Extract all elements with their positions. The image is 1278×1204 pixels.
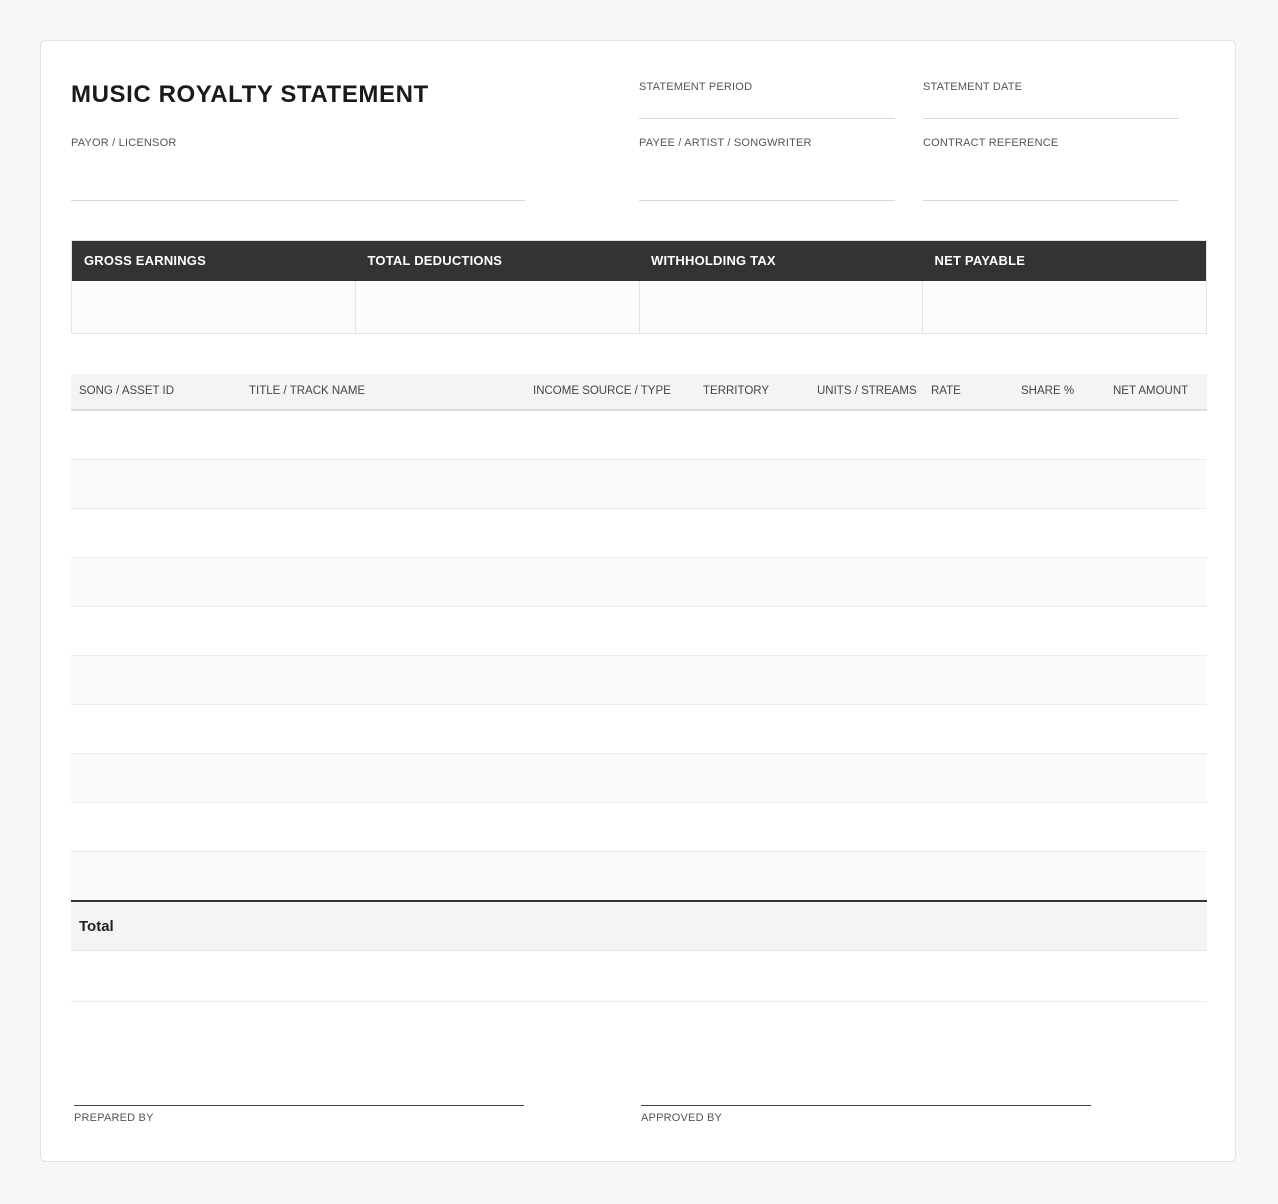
payor-field[interactable] [71, 200, 525, 201]
payee-field[interactable] [639, 200, 895, 201]
withholding-tax-heading: WITHHOLDING TAX [651, 253, 776, 268]
payor-label: PAYOR / LICENSOR [71, 137, 177, 149]
column-header-rate: RATE [931, 385, 961, 397]
total-deductions-heading: TOTAL DEDUCTIONS [367, 253, 503, 268]
withholding-tax-value[interactable] [639, 281, 923, 333]
column-header-share: SHARE % [1021, 385, 1075, 397]
table-row[interactable] [71, 803, 1207, 852]
net-payable-value[interactable] [922, 281, 1206, 333]
contract-reference-label: CONTRACT REFERENCE [923, 137, 1059, 149]
royalty-line-items-table [71, 374, 1207, 1002]
blank-row[interactable] [71, 951, 1207, 1002]
column-header-territory: TERRITORY [703, 385, 770, 397]
summary-header [72, 241, 1206, 281]
statement-date-label: STATEMENT DATE [923, 81, 1023, 93]
column-header-units-streams: UNITS / STREAMS [817, 385, 917, 397]
payee-label: PAYEE / ARTIST / SONGWRITER [639, 137, 812, 149]
total-label: Total [79, 918, 114, 935]
total-deductions-value[interactable] [355, 281, 639, 333]
statement-period-label: STATEMENT PERIOD [639, 81, 753, 93]
table-body [71, 411, 1207, 902]
statement-title: MUSIC ROYALTY STATEMENT [71, 81, 429, 108]
approved-by-label: APPROVED BY [641, 1112, 723, 1124]
summary-box [71, 240, 1207, 334]
total-row [71, 902, 1207, 951]
prepared-by-label: PREPARED BY [74, 1112, 154, 1124]
prepared-by-signature-line[interactable] [74, 1105, 524, 1106]
table-header [71, 374, 1207, 411]
table-row[interactable] [71, 852, 1207, 902]
column-header-song-asset-id: SONG / ASSET ID [79, 385, 175, 397]
net-payable-heading: NET PAYABLE [934, 253, 1026, 268]
summary-values [72, 281, 1206, 333]
table-row[interactable] [71, 754, 1207, 803]
gross-earnings-heading: GROSS EARNINGS [84, 253, 206, 268]
contract-reference-field[interactable] [923, 200, 1179, 201]
table-row[interactable] [71, 705, 1207, 754]
column-header-net-amount: NET AMOUNT [1113, 385, 1189, 397]
table-row[interactable] [71, 607, 1207, 656]
table-row[interactable] [71, 460, 1207, 509]
gross-earnings-value[interactable] [72, 281, 355, 333]
table-row[interactable] [71, 411, 1207, 460]
statement-date-field[interactable] [923, 118, 1179, 119]
column-header-income-source: INCOME SOURCE / TYPE [533, 385, 671, 397]
column-header-title: TITLE / TRACK NAME [249, 385, 366, 397]
royalty-statement-page [40, 40, 1236, 1162]
table-row[interactable] [71, 558, 1207, 607]
approved-by-signature-line[interactable] [641, 1105, 1091, 1106]
table-row[interactable] [71, 656, 1207, 705]
table-row[interactable] [71, 509, 1207, 558]
statement-period-field[interactable] [639, 118, 895, 119]
